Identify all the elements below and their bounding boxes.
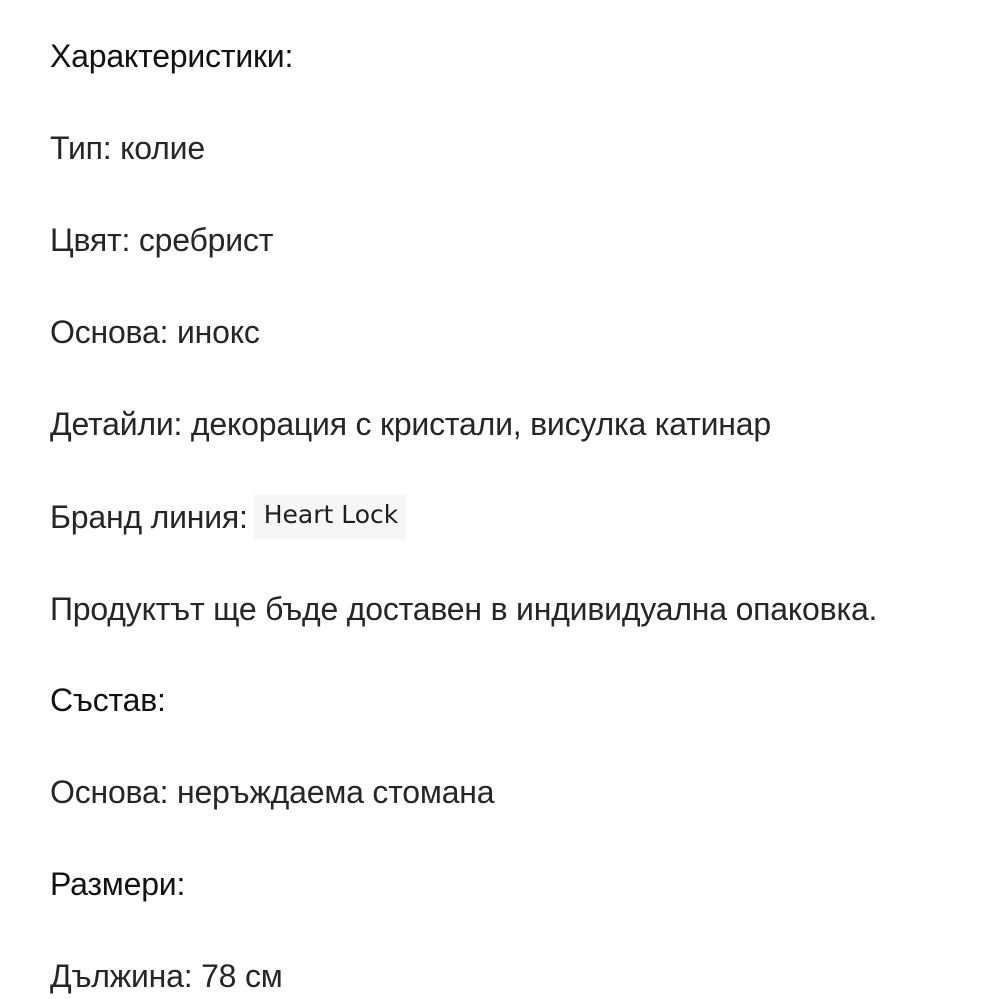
brand-line-label: Бранд линия: [50,499,248,535]
length-line: Дължина: 78 см [50,958,283,994]
brand-line-value: Heart Lock [254,495,407,539]
packaging-note: Продуктът ще бъде доставен в индивидуална опаковка. [50,591,878,627]
color-line: Цвят: сребрист [50,222,274,258]
composition-heading: Състав: [50,682,166,718]
composition-base-line: Основа: неръждаема стомана [50,774,495,810]
dimensions-heading: Размери: [50,866,186,902]
type-line: Тип: колие [50,130,205,166]
details-line: Детайли: декорация с кристали, висулка катинар [50,406,771,442]
brand-line-row [50,497,406,537]
base-material-line: Основа: инокс [50,314,260,350]
characteristics-heading: Характеристики: [50,38,294,74]
